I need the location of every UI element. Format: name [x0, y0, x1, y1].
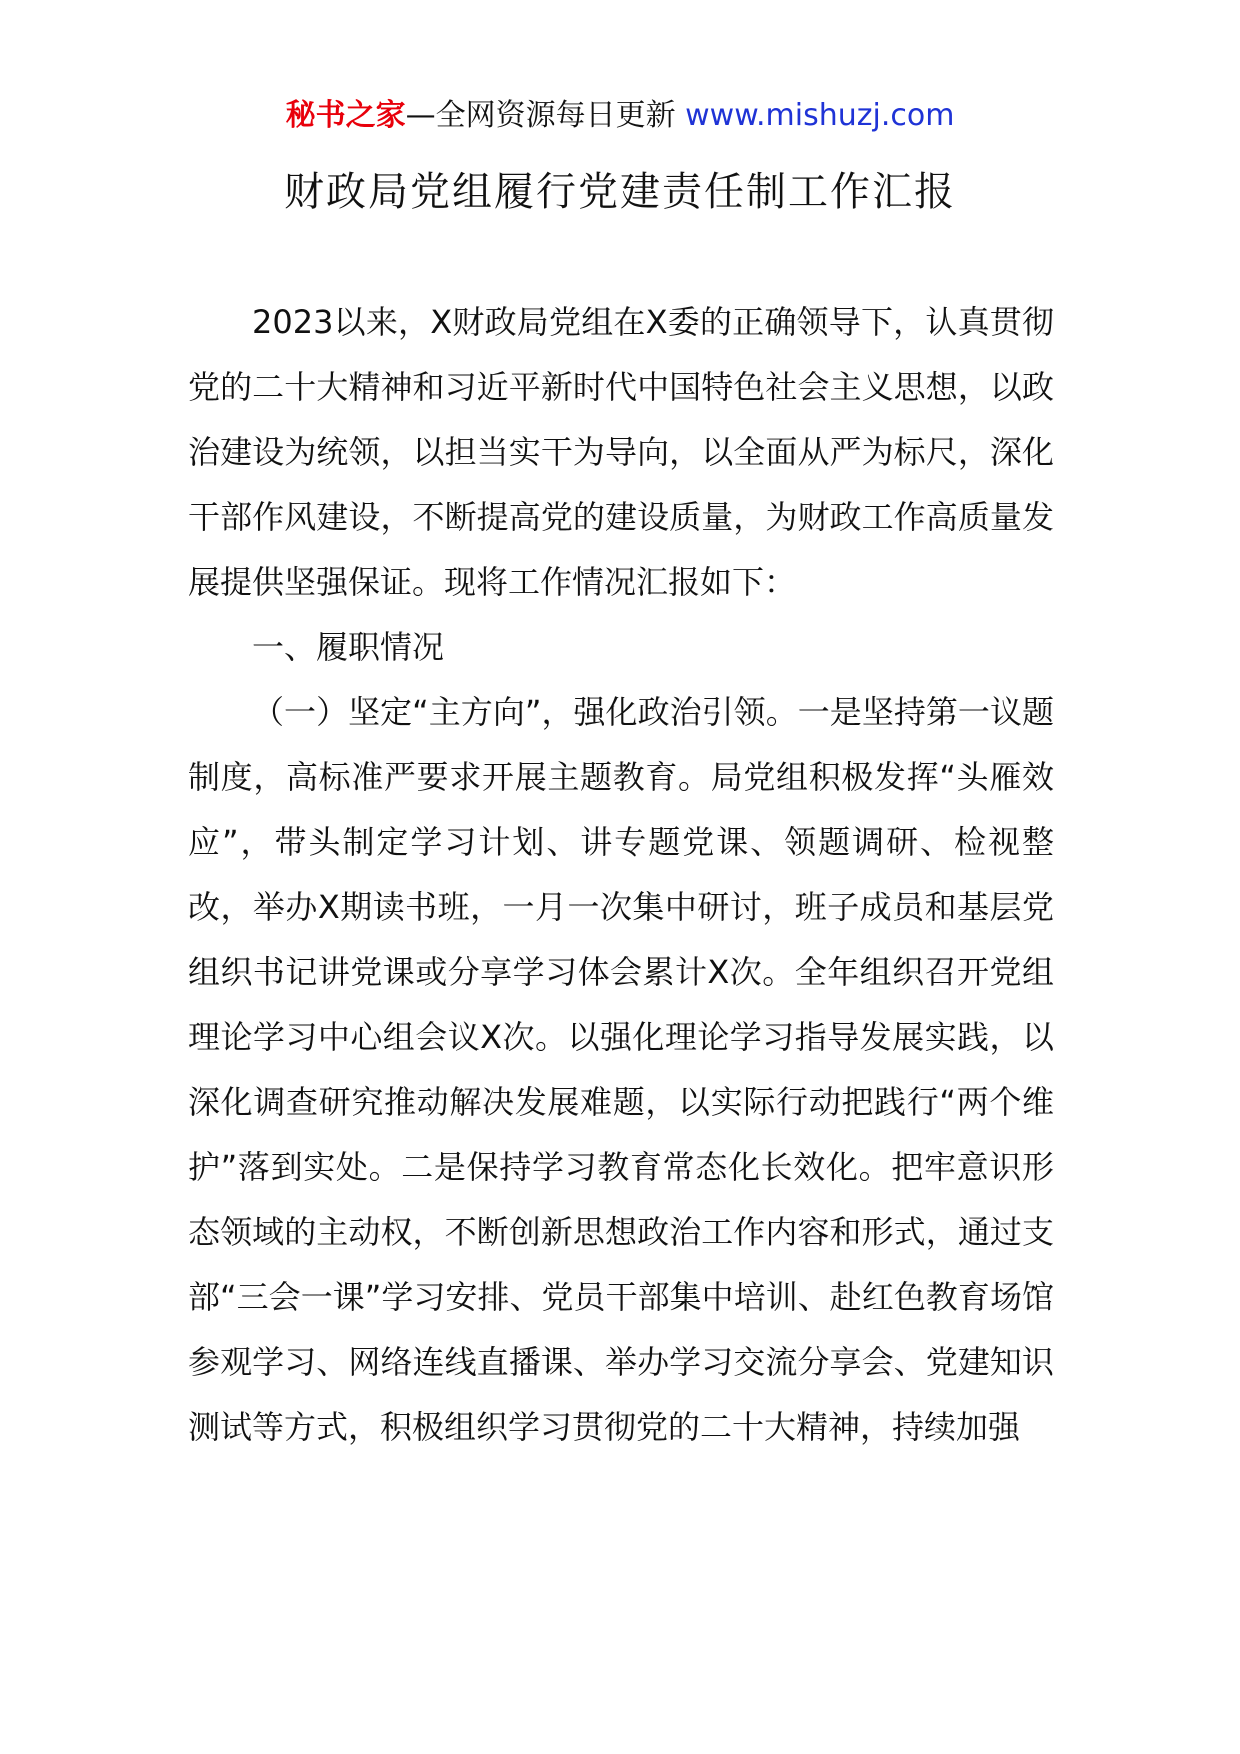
document-title: 财政局党组履行党建责任制工作汇报: [284, 169, 956, 215]
intro-paragraph: 2023以来，X财政局党组在X委的正确领导下，认真贯彻党的二十大精神和习近平新时代中国特色社会主义思想，以政治建设为统领，以担当实干为导向，以全面从严为标尺，深化干部作风建设，不断提高党的建设质量，为财政工作高质量发展提供坚强保证。现将工作情况汇报如下：: [188, 303, 1054, 601]
brand-name: 秘书之家: [285, 98, 406, 133]
site-link[interactable]: www.mishuzj.com: [685, 98, 955, 133]
section-paragraph: （一）坚定“主方向”，强化政治引领。一是坚持第一议题制度，高标准严要求开展主题教育。局党组积极发挥“头雁效应”，带头制定学习计划、讲专题党课、领题调研、检视整改，举办X期读书班，一月一次集中研讨，班子成员和基层党组织书记讲党课或分享学习体会累计X次。全年组织召开党组理论学习中心组会议X次。以强化理论学习指导发展实践，以深化调查研究推动解决发展难题，以实际行动把践行“两个维护”落到实处。二是保持学习教育常态化长效化。把牢意识形态领域的主动权，不断创新思想政治工作内容和形式，通过支部“三会一课”学习安排、党员干部集中培训、赴红色教育场馆参观学习、网络连线直播课、举办学习交流分享会、党建知识测试等方式，积极组织学习贯彻党的二十大精神，持续加强: [188, 693, 1054, 1446]
document-body: [188, 290, 1054, 1460]
header-tagline: —全网资源每日更新: [405, 98, 686, 133]
site-header: [0, 96, 1240, 136]
section-heading: 一、履职情况: [252, 628, 445, 666]
